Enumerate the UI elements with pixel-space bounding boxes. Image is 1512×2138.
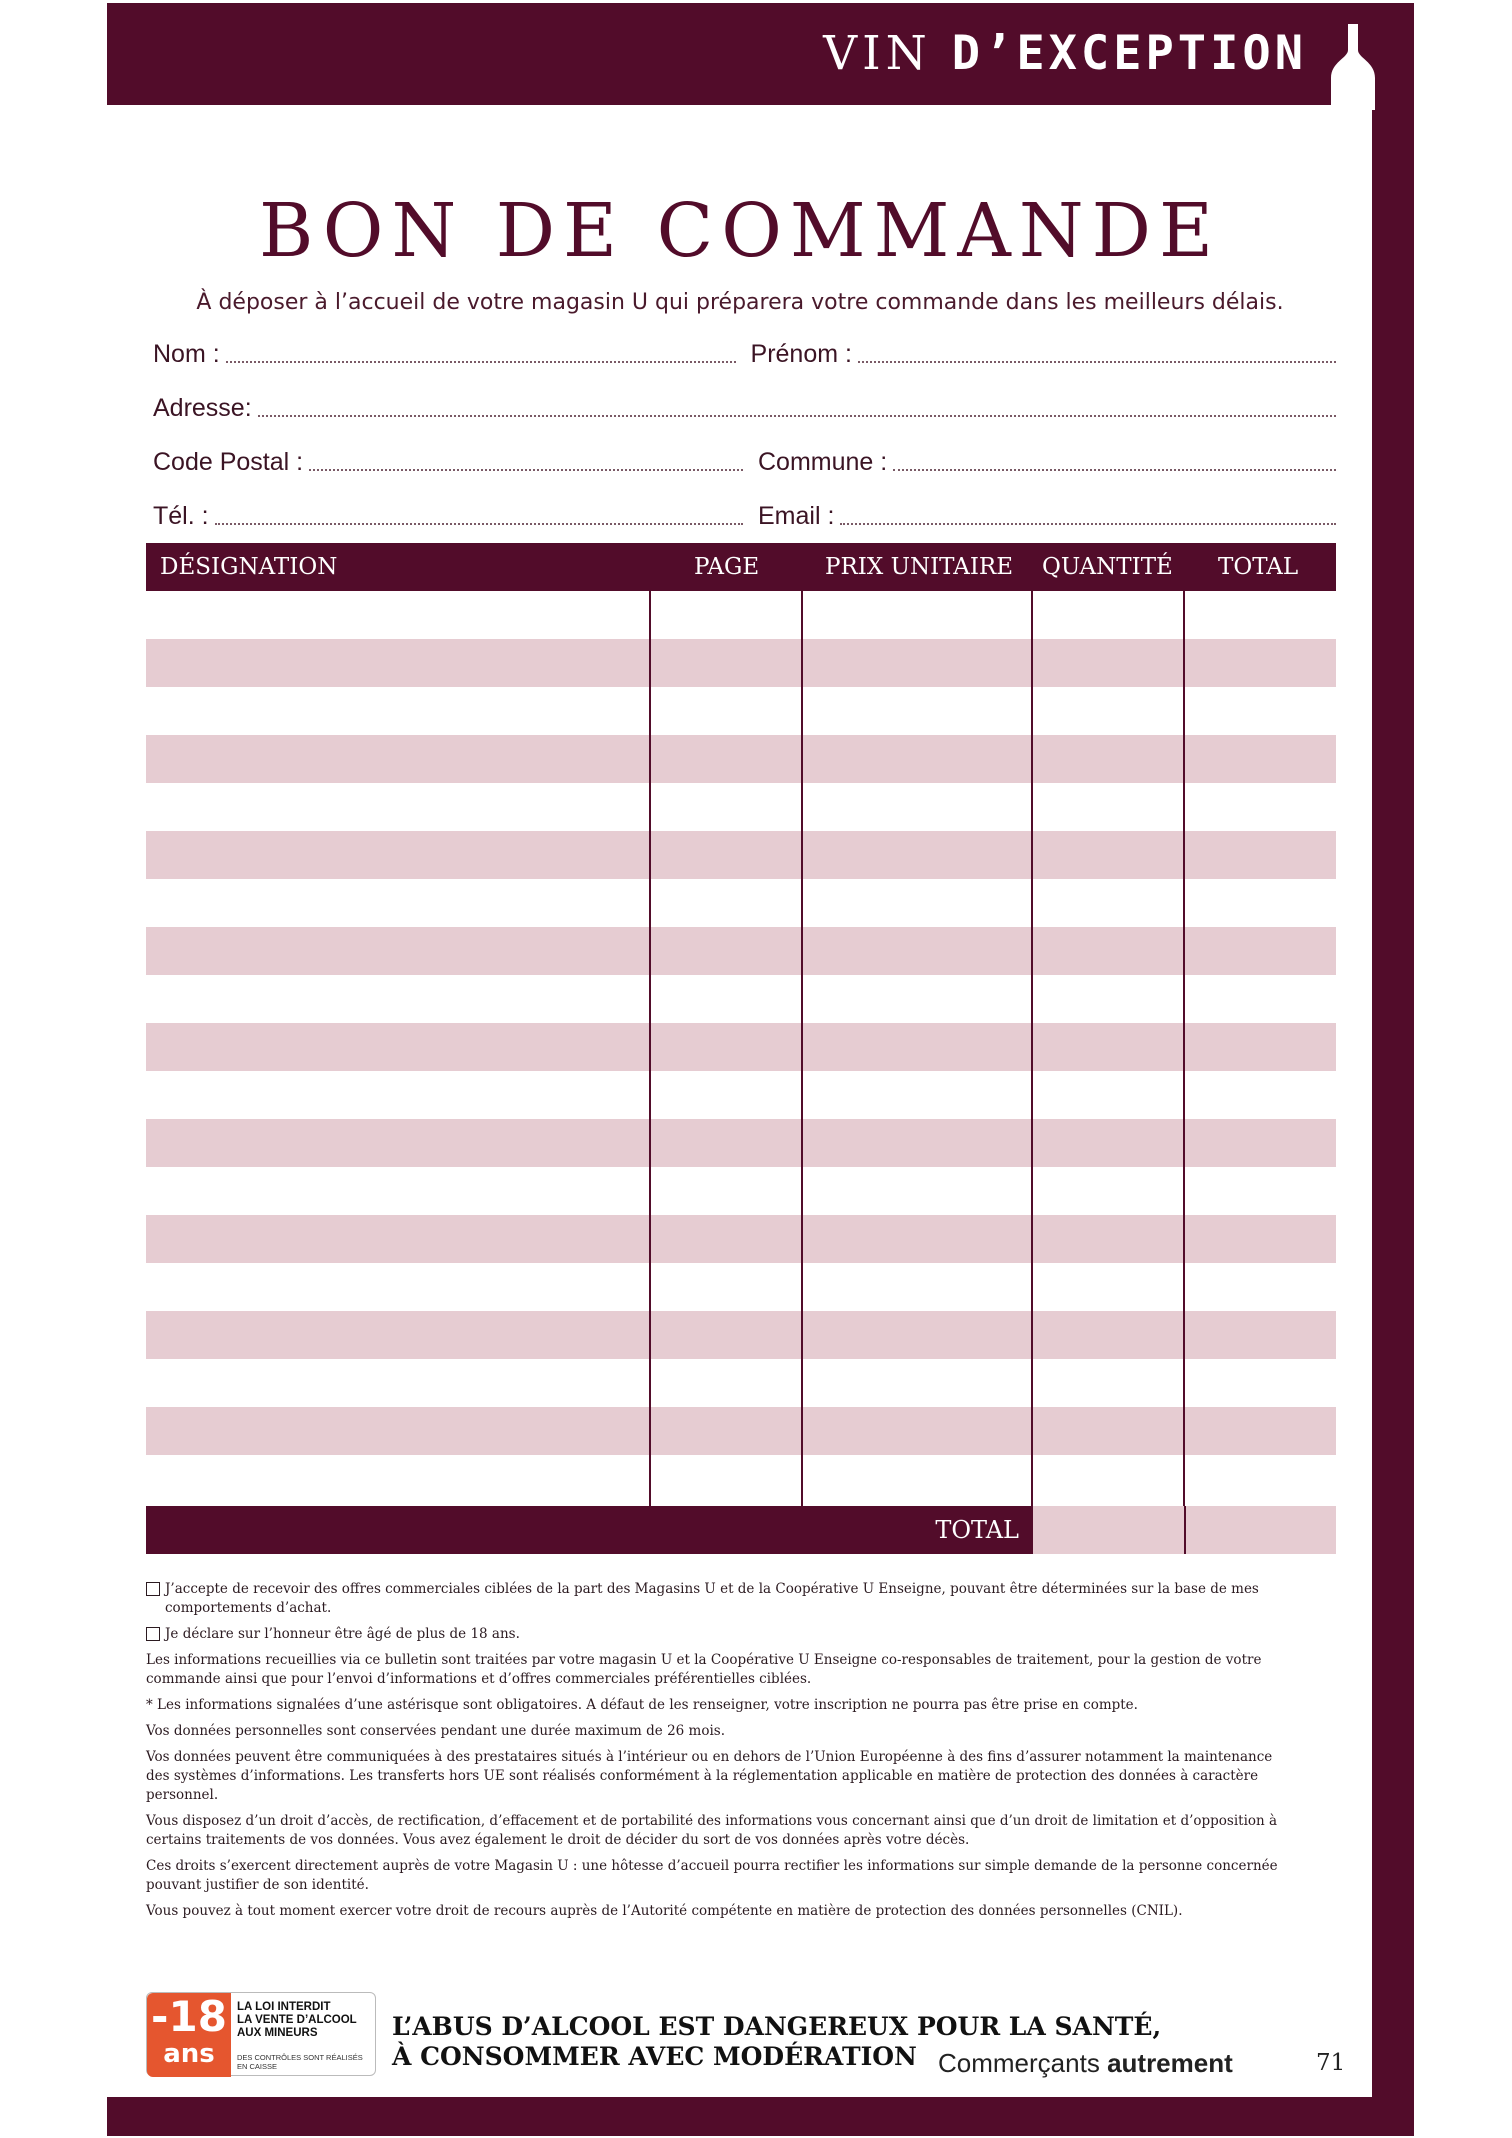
table-row[interactable]: [146, 1119, 1336, 1167]
page-number: 71: [1316, 2050, 1346, 2076]
col-header-total: TOTAL: [1218, 554, 1299, 580]
right-frame-band: [1372, 3, 1414, 2136]
column-divider: [801, 591, 803, 1506]
field-tel-label: Tél. :: [153, 502, 209, 530]
legal-paragraph: Vos données peuvent être communiquées à des prestataires situés à l’intérieur ou en dehors de l’Union Européenne à des fins d’assurer notamment la maintenance des systèmes d’informations. Les transferts hors UE sont réalisés conformément à la réglementation applicable en matière de protection des données à caractère personnel.: [146, 1749, 1273, 1803]
legal-paragraph: Vos données personnelles sont conservées pendant une durée maximum de 26 mois.: [146, 1723, 726, 1739]
table-row[interactable]: [146, 735, 1336, 783]
column-divider: [1183, 591, 1185, 1506]
table-row[interactable]: [146, 1023, 1336, 1071]
age-restriction-badge: [146, 1992, 376, 2076]
table-row[interactable]: [146, 1071, 1336, 1119]
bottom-frame-band: [107, 2097, 1414, 2136]
total-bar: [146, 1506, 1033, 1554]
field-row-contact: [153, 497, 1336, 531]
field-row-postal: [153, 443, 1336, 477]
table-row[interactable]: [146, 1359, 1336, 1407]
consent-age: [146, 1625, 1296, 1644]
consent-offers-text: J’accepte de recevoir des offres commerciales ciblées de la part des Magasins U et de la Coopérative U Enseigne, pouvant être déterminées sur la base de mes comportements d’achat.: [165, 1581, 1259, 1616]
table-row[interactable]: [146, 1311, 1336, 1359]
table-row[interactable]: [146, 1407, 1336, 1455]
legal-paragraph: * Les informations signalées d’une astérisque sont obligatoires. A défaut de les renseigner, votre inscription ne pourra pas être prise en compte.: [146, 1697, 1138, 1713]
table-header: [146, 543, 1336, 591]
field-commune[interactable]: [758, 448, 1336, 477]
field-code-postal-label: Code Postal :: [153, 448, 304, 476]
field-code-postal[interactable]: [153, 448, 743, 477]
col-header-page: PAGE: [694, 554, 760, 580]
column-divider: [649, 591, 651, 1506]
brand-title: [823, 28, 1307, 80]
table-row[interactable]: [146, 831, 1336, 879]
table-row[interactable]: [146, 975, 1336, 1023]
page-title: BON DE COMMANDE: [259, 188, 1221, 274]
legal-paragraph: Vous disposez d’un droit d’accès, de rectification, d’effacement et de portabilité des informations vous concernant ainsi que d’un droit de limitation et d’opposition à certains traitements de vos données. Vous avez également le droit de décider du sort de vos données après votre décès.: [146, 1813, 1278, 1848]
field-row-address: [153, 389, 1336, 423]
legal-paragraph: Ces droits s’exercent directement auprès de votre Magasin U : une hôtesse d’accueil pourra rectifier les informations sur simple demande de la personne concernée pouvant justifier de son identité.: [146, 1858, 1278, 1893]
consent-offers: [146, 1580, 1296, 1618]
age-badge-text: LA LOI INTERDIT LA VENTE D’ALCOOL AUX MINEURS: [237, 2001, 357, 2039]
consent-age-text: Je déclare sur l’honneur être âgé de plus de 18 ans.: [165, 1626, 520, 1642]
total-label: TOTAL: [935, 1516, 1019, 1544]
column-divider: [1031, 591, 1033, 1506]
wine-bottle-icon: [1331, 24, 1375, 110]
table-row[interactable]: [146, 591, 1336, 639]
legal-paragraph: Vous pouvez à tout moment exercer votre droit de recours auprès de l’Autorité compétente en matière de protection des données personnelles (CNIL).: [146, 1903, 1183, 1919]
table-row[interactable]: [146, 687, 1336, 735]
table-row[interactable]: [146, 1215, 1336, 1263]
table-row[interactable]: [146, 783, 1336, 831]
field-nom[interactable]: [153, 340, 736, 369]
table-row[interactable]: [146, 1263, 1336, 1311]
field-row-name: [153, 335, 1336, 369]
total-value-cells[interactable]: [1033, 1506, 1336, 1554]
legal-paragraph: Les informations recueillies via ce bulletin sont traitées par votre magasin U et la Coopérative U Enseigne co-responsables de traitement, pour la gestion de votre commande ainsi que pour l’envoi d’informations et d’offres commerciales préférentielles ciblées.: [146, 1652, 1262, 1687]
alcohol-warning: L’ABUS D’ALCOOL EST DANGEREUX POUR LA SANTÉ, À CONSOMMER AVEC MODÉRATION: [392, 2012, 1162, 2071]
brand-title-bold: D’EXCEPTION: [951, 26, 1307, 81]
col-header-quantite: QUANTITÉ: [1042, 554, 1173, 580]
table-row[interactable]: [146, 927, 1336, 975]
table-body: [146, 591, 1336, 1551]
field-nom-label: Nom :: [153, 340, 220, 368]
table-row[interactable]: [146, 639, 1336, 687]
field-prenom-label: Prénom :: [750, 340, 852, 368]
field-email-label: Email :: [758, 502, 835, 530]
field-commune-label: Commune :: [758, 448, 888, 476]
age-badge-number: -18 ans: [147, 1993, 231, 2077]
field-tel[interactable]: [153, 502, 743, 531]
field-adresse-label: Adresse:: [153, 394, 252, 422]
field-email[interactable]: [758, 502, 1336, 531]
field-prenom[interactable]: [751, 340, 1336, 369]
table-row[interactable]: [146, 1167, 1336, 1215]
col-header-prix-unitaire: PRIX UNITAIRE: [825, 554, 1014, 580]
consent-age-checkbox[interactable]: [146, 1627, 160, 1641]
consent-offers-checkbox[interactable]: [146, 1582, 160, 1596]
field-adresse[interactable]: [153, 394, 1336, 423]
table-row[interactable]: [146, 879, 1336, 927]
store-tagline: Commerçants autrement: [938, 2048, 1233, 2078]
table-row[interactable]: [146, 1455, 1336, 1503]
col-header-designation: DÉSIGNATION: [160, 554, 338, 580]
legal-notice: [146, 1580, 1296, 1928]
brand-title-light: VIN: [823, 26, 932, 81]
page-subtitle: À déposer à l’accueil de votre magasin U qui préparera votre commande dans les meilleurs délais.: [196, 290, 1284, 315]
age-badge-note: DES CONTRÔLES SONT RÉALISÉS EN CAISSE: [237, 2053, 363, 2071]
